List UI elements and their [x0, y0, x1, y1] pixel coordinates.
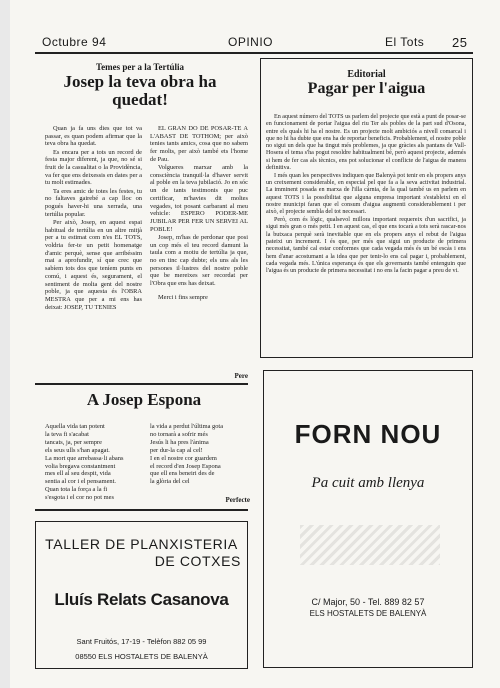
editorial-paragraph: Però, com és lògic, qualsevol millora important requereix d'un sacrifici, ja sigui més gran o més petit. I en aquest cas, el que ens tocarà a tots serà rascar-nos la butxaca perquè serà inevitable que en els propers anys el rebut de l'aigua pateixi un increment. I és que, per més que sigui un producte de primera necessitat, també cal estar conformes que cada vegada més és un bé escàs i ens hem d'anar acostumant a la idea que per tenir-lo ens cal pagar i, probablement, cada vegada més. L'única esperança és que els governants també entenguin que l'aigua és un producte de primera necessitat i no ens la facin pagar a preu de vi.	[266, 217, 466, 275]
article-signature: Pere	[234, 372, 248, 380]
poem-line: no tornarà a sofrir més	[150, 430, 208, 438]
article-paragraph: Merci i fins sempre	[158, 293, 208, 301]
article-paragraph: Volgueres marxar amb la consciència tranquil·la d'haver servit al poble en la teva jubilació. Jo en sóc un de tants testimonis que puc certificar, m'havies dit moltes vegades, tot posant carbarant al meu vehicle: ESPERO PODER-ME JUBILAR PER FER UN SERVEI AL POBLE!	[150, 164, 248, 233]
header-page-number: 25	[452, 35, 468, 50]
poem-line: volia bregava constantment	[45, 462, 116, 470]
header-section: OPINIO	[228, 35, 274, 49]
poem-line: La mort que arrebassa·li abans	[45, 454, 124, 462]
poem-line: la glòria del cel	[150, 478, 190, 486]
ad-taller-line2: DE COTXES	[154, 553, 241, 569]
poem-line: el record d'en Josep Espona	[150, 462, 221, 470]
poem-title: A Josep Espona	[86, 390, 202, 409]
article-paragraph: Es encara per a tots un record de festa major diferent, ja que, no sé si fruit de la casualitat o la Providència, va fer que ens deixessis en dates per a tu molt estimades.	[45, 148, 142, 187]
poem-line: I en el nostre cor guardem	[150, 454, 217, 462]
article-column-2	[150, 125, 248, 301]
editorial-body	[266, 114, 466, 276]
ad-forn-slogan: Pa cuit amb llenya	[311, 475, 425, 491]
article-paragraph: Josep, m'has de perdonar que posi un cop més el teu record damunt la taula com a motiu de tertúlia ja que, no en tinc cap dubte; els uns als les persones il·lustres del nostre poble que be mereixes ser recordat per l'Obra que ens has deixat.	[150, 233, 248, 288]
ad-forn-name: FORN NOU	[294, 419, 442, 449]
poem-bottom-rule	[35, 509, 248, 511]
ad-taller-name: Lluís Relats Casanova	[54, 590, 229, 609]
poem-line: mes ell al seu despit, vida	[45, 470, 111, 478]
faded-bleedthrough-image	[300, 525, 440, 565]
poem-line: els seus ulls s'han apagat.	[45, 446, 110, 454]
header-publication: El Tots	[385, 35, 425, 49]
ad-taller-line1: TALLER DE PLANXISTERIA	[45, 536, 238, 552]
poem-line: la vida a perdut l'última gota	[150, 423, 224, 430]
poem-line: que ell ens beneiri des de	[150, 470, 215, 478]
poem-line: Aquella vida tan potent	[45, 423, 105, 430]
poem-line: per dur-la cap al cel!	[150, 446, 203, 454]
poem-line: la teva fi s'acabat	[45, 430, 89, 438]
poem-signature: Perfecte	[225, 496, 250, 504]
article-title: Josep la teva obra ha quedat!	[63, 72, 217, 109]
poem-line: tancats, ja, per sempre	[45, 438, 102, 446]
poem-line: Quan tota la força a la fi	[45, 486, 108, 494]
poem-line: Jesús li ha pres l'ànima	[150, 438, 209, 446]
article-paragraph: EL GRAN DO DE POSAR-TE A L'ABAST DE TOTHOM; per això tenies tants amics, cosa que no sabem fer molts, per això també ets l'home de Pau.	[150, 125, 248, 163]
poem-column-2	[150, 423, 250, 486]
ad-forn-address: C/ Major, 50 - Tel. 889 82 57	[311, 597, 425, 607]
ad-taller-city: 08550 ELS HOSTALETS DE BALENYÀ	[75, 652, 208, 661]
article-kicker: Temes per a la Tertúlia	[95, 62, 184, 72]
article-column-1	[45, 125, 142, 311]
article-paragraph: Quan ja fa uns dies que tot va passar, es quan podem afirmar que la teva obra ha quedat.	[45, 125, 142, 148]
poem-column-1	[45, 423, 145, 502]
ad-forn-city: ELS HOSTALETS DE BALENYÀ	[309, 609, 427, 618]
article-paragraph: Per això, Josep, en aquest espai habitual de tertúlia en un altre mitjà per a tu estimat com n'es EL TOTS, voldria fer-te un petit homenatge d'amic perquè, sense que arribéssim mai a aprofundir, sí que crec que sabíem tots dos que teníem punts en comú, i aquest és, segurament, el sentiment de molta gent del nostre poble, ja que aquesta és l'OBRA MESTRA que per a mi ens has deixat: JOSEP, TU TENIES	[45, 218, 142, 311]
header-date: Octubre 94	[42, 35, 107, 49]
poem-line: sentia al cor i el pensament.	[45, 478, 116, 486]
editorial-kicker: Editorial	[347, 69, 386, 80]
ad-forn-box	[263, 370, 473, 668]
poem-top-rule	[35, 383, 248, 385]
poem-line: s'esgota i el cor no pot mes	[45, 494, 114, 502]
header-rule	[35, 52, 473, 54]
article-paragraph: Ta eres amic de totes les festes, tu no faltaves gairebé a cap lloc on pogués haver-hi una xerrada, una tertúlia popular.	[45, 187, 142, 218]
ad-taller-address: Sant Fruitós, 17-19 - Telèfon 882 05 99	[76, 637, 207, 646]
editorial-paragraph: I més quan les perspectives indiquen que Balenyà pot tenir en els propers anys un creixement considerable, en especial pel que fa a la seva activitat industrial. La imminent posada en marxa de l'illa càrnia, de la qual també us en parlem en aquest TOTS i la possibilitat que alguna empresa important s'estableixi en el nostre municipi faran que el consum d'aigua augmenti considerablement i per això, el projecte sembla del tot necessari.	[266, 172, 466, 216]
editorial-paragraph: En aquest número del TOTS us parlem del projecte que està a punt de posar-se en funcionament de portar l'aigua del riu Ter als pobles de la part sud d'Osona, entre els quals hi ha el nostre. Es un projecte molt ambiciós a nivell comarcal i que no hi ha dubte que ens ha de reportar beneficis. Probablement, el nostre poble no sigui un dels que ha tingut més problemes, ja que gràcies als pantans de Vall-Hosera el tema s'ha pogut resoldre habitualment bé, però aquest projecte, ademés si hem de fer cas als tècnics, ens pot solucionar el conflicte de l'aigua de manera definitiva.	[266, 114, 466, 172]
editorial-title: Pagar per l'aigua	[307, 80, 426, 97]
